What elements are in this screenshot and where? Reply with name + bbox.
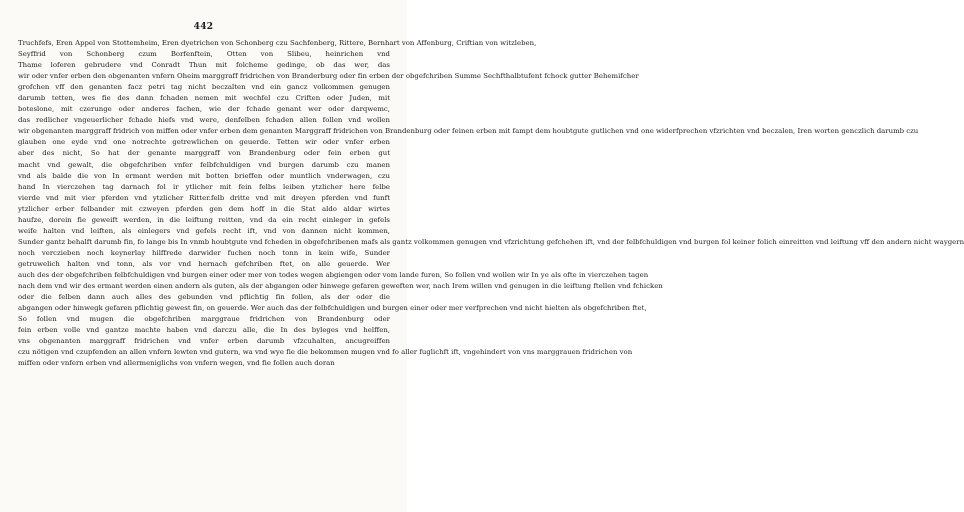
text-line: weife halten vnd leiften, als einlegers vnd gefels recht ift, vnd von dannen nicht kommen,	[18, 226, 390, 235]
text-line: das redlicher vngeuerlicher fchade hiefs vnd were, denfelben fchaden allen follen vnd wollen	[18, 116, 390, 125]
text-line: hand In vierczehen tag darnach fol ir ytlicher mit fein felbs leiben ytzlicher here felbe	[18, 182, 390, 191]
text-line: boteslone, mit czerunge oder anderes fachen, wie der fchade genant wer oder darqwemc,	[18, 105, 390, 114]
text-line: vnd als balde die von In ermant werden mit botten brieffen oder muntlich vnderwagen, czu	[18, 171, 390, 180]
text-line: grofchen vff den genanten facz petri tag nicht beczalten vnd ein gancz volkommen genugen	[18, 83, 390, 92]
text-line: haufze, dorein fie geweift werden, in die leiftung reitten, vnd da ein recht einleger in gefels	[18, 215, 390, 224]
text-line: oder die felben dann auch alles des gebunden vnd pflichtig fin follen, als der oder die	[18, 293, 390, 302]
text-line: fein erben volle vnd gantze machte haben vnd darczu alle, die In des byleges vnd helffen,	[18, 326, 390, 335]
text-line: getruwelich halten vnd tonn, als vor vnd hernach gefchriben ftet, on alle geuerde. Wer	[18, 259, 390, 268]
text-line: macht vnd gewalt, die obgefchriben vnfer felbfchuldigen vnd burgen darumb czu manen	[18, 160, 390, 169]
text-line: Thame loferen gebrudere vnd Conradt Thun mit folcheme gedinge, ob das wer, das	[18, 61, 390, 70]
text-line: miffen oder vnfern erben vnd allermeniglichs von vnfern wegen, vnd fie follen auch doran	[18, 359, 335, 368]
text-line: auch des der obgefchriben felbfchuldigen vnd burgen einer oder mer von todes wegen abgiengen oder vom lande furen, So follen vnd wollen wir In ye als ofte in vierczehen tagen	[18, 270, 649, 279]
text-line: glauben one eyde vnd one notrechte getrewlichen on geuerde. Tetten wir oder vnfer erben	[18, 138, 390, 147]
text-line: darumb tetten, wes fie des dann fchaden nemen mit wechfel czu Criften oder Juden, mit	[18, 94, 390, 103]
text-line: vierde vnd mit vier pferden vnd ytzlicher Ritter.felb dritte vnd mit dreyen pferden vnd funft	[18, 193, 390, 202]
text-line: So follen vnd mugen die obgefchriben marggraue fridrichen von Brandenburg oder	[18, 315, 390, 324]
text-line: ytzlicher erber felbander mit czweyen pferden gen dem hoff in die Stat aldo aldar wirtes	[18, 204, 390, 213]
text-line: czu nötigen vnd czupfenden an allen vnfern lewten vnd gutern, wa vnd wye fie die bekommen mugen vnd fo aller fuglichft ift, vngehindert von vns marggrauen fridrichen von	[18, 348, 633, 357]
document-body	[18, 38, 964, 369]
text-line: noch verczieben noch keynerlay hilffrede darwider fuchen noch tonn in kein wife, Sunder	[18, 248, 390, 257]
text-line: Seyffrid von Schonberg czum Borfenftein, Otten von Slibeu, heinrichen vnd	[18, 50, 390, 59]
text-line: nach dem vnd wir des ermant werden einen andern als guten, als der abgangen oder hinwege gefaren geweften wer, nach Irem willen vnd genugen in die leiftung ftellen vnd fchicken	[18, 282, 663, 291]
text-line: wir oder vnfer erben den obgenanten vnfern Oheim marggraff fridrichen von Branderburg oder fin erben der obgefchriben Summe Sechfthalbtufent fchock gutter Behemifcher	[18, 72, 639, 81]
text-line: wir obgenanten marggraff fridrich von miffen oder vnfer erben dem genanten Marggraff fridrichen von Brandenburg oder feinen erben mit fampt dem houbtgute gutlichen vnd one widerfprechen vfzrichten vnd beczalen, Iren worten genczlich darumb czu	[18, 127, 919, 136]
page-number: 442	[193, 22, 214, 32]
text-line: abgangen oder hinwegk gefaren pflichtig gewest fin, on geuerde. Wer auch das der felbfchuldigen und burgen einer oder mer verfprechen vnd nicht hielten als obgefchriben ftet,	[18, 304, 647, 313]
text-line: aber des nicht, So hat der genante marggraff von Brandenburg oder fein erben gut	[18, 149, 390, 158]
text-line: vns obgenanten marggraff fridrichen vnd vnfer erben darumb vfzcuhalten, ancugreiffen	[18, 337, 390, 346]
text-line: Sunder gantz behalft darumb fin, fo lange bis In vnmb houbtgute vnd fcheden in obgefchribenen mafs als gantz volkommen genugen vnd vfzrichtung gefchehen ift, vnd der felbfchuldigen vnd burgen fol keiner folich einreitten vnd leiftung vff den andern nicht waygern	[18, 237, 964, 246]
text-line: Truchfefs, Eren Appel von Stottemheim, Eren dyetrichen von Schonberg czu Sachfenberg, Rittere, Bernhart von Affenburg, Criftian von witzleben,	[18, 39, 537, 47]
